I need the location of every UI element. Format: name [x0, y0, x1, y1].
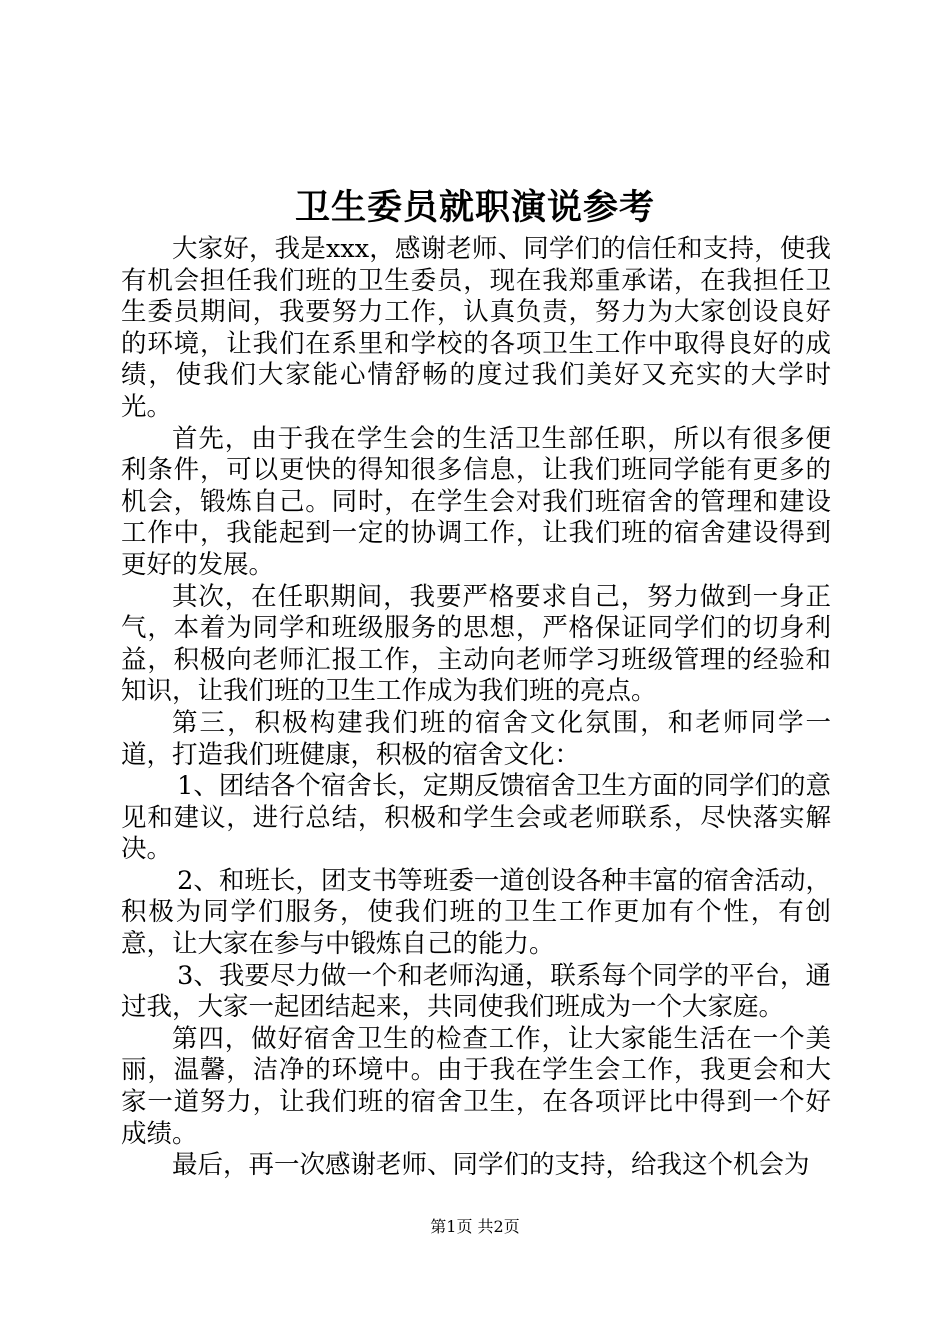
paragraph-first: 首先，由于我在学生会的生活卫生部任职，所以有很多便利条件，可以更快的得知很多信息，让我们班同学能有更多的机会，锻炼自己。同时，在学生会对我们班宿舍的管理和建设工作中，我能起到一定的协调工作，让我们班的宿舍建设得到更好的发展。 — [121, 423, 831, 580]
paragraph-fourth: 第四，做好宿舍卫生的检查工作，让大家能生活在一个美丽，温馨，洁净的环境中。由于我在学生会工作，我更会和大家一道努力，让我们班的宿舍卫生，在各项评比中得到一个好成绩。 — [121, 1023, 831, 1149]
paragraph-last: 最后，再一次感谢老师、同学们的支持，给我这个机会为 — [172, 1150, 810, 1181]
document-title: 卫生委员就职演说参考 — [294, 187, 655, 228]
list-item-3: 3、我要尽力做一个和老师沟通，联系每个同学的平台，通过我，大家一起团结起来，共同使我们班成为一个大家庭。 — [121, 960, 831, 1023]
paragraph-second: 其次，在任职期间，我要严格要求自己，努力做到一身正气，本着为同学和班级服务的思想，严格保证同学们的切身利益，积极向老师汇报工作，主动向老师学习班级管理的经验和知识，让我们班的卫生工作成为我们班的亮点。 — [121, 581, 831, 707]
document-body — [121, 234, 831, 1182]
list-item-1: 1、团结各个宿舍长，定期反馈宿舍卫生方面的同学们的意见和建议，进行总结，积极和学生会或老师联系，尽快落实解决。 — [121, 771, 831, 865]
paragraph-third: 第三，积极构建我们班的宿舍文化氛围，和老师同学一道，打造我们班健康，积极的宿舍文化： — [121, 707, 831, 770]
page-footer: 第1页 共2页 — [430, 1217, 520, 1236]
paragraph-intro: 大家好，我是xxx，感谢老师、同学们的信任和支持，使我有机会担任我们班的卫生委员，现在我郑重承诺，在我担任卫生委员期间，我要努力工作，认真负责，努力为大家创设良好的环境，让我们在系里和学校的各项卫生工作中取得良好的成绩，使我们大家能心情舒畅的度过我们美好又充实的大学时光。 — [121, 234, 831, 422]
list-item-2: 2、和班长，团支书等班委一道创设各种丰富的宿舍活动，积极为同学们服务，使我们班的卫生工作更加有个性，有创意，让大家在参与中锻炼自己的能力。 — [121, 865, 831, 960]
